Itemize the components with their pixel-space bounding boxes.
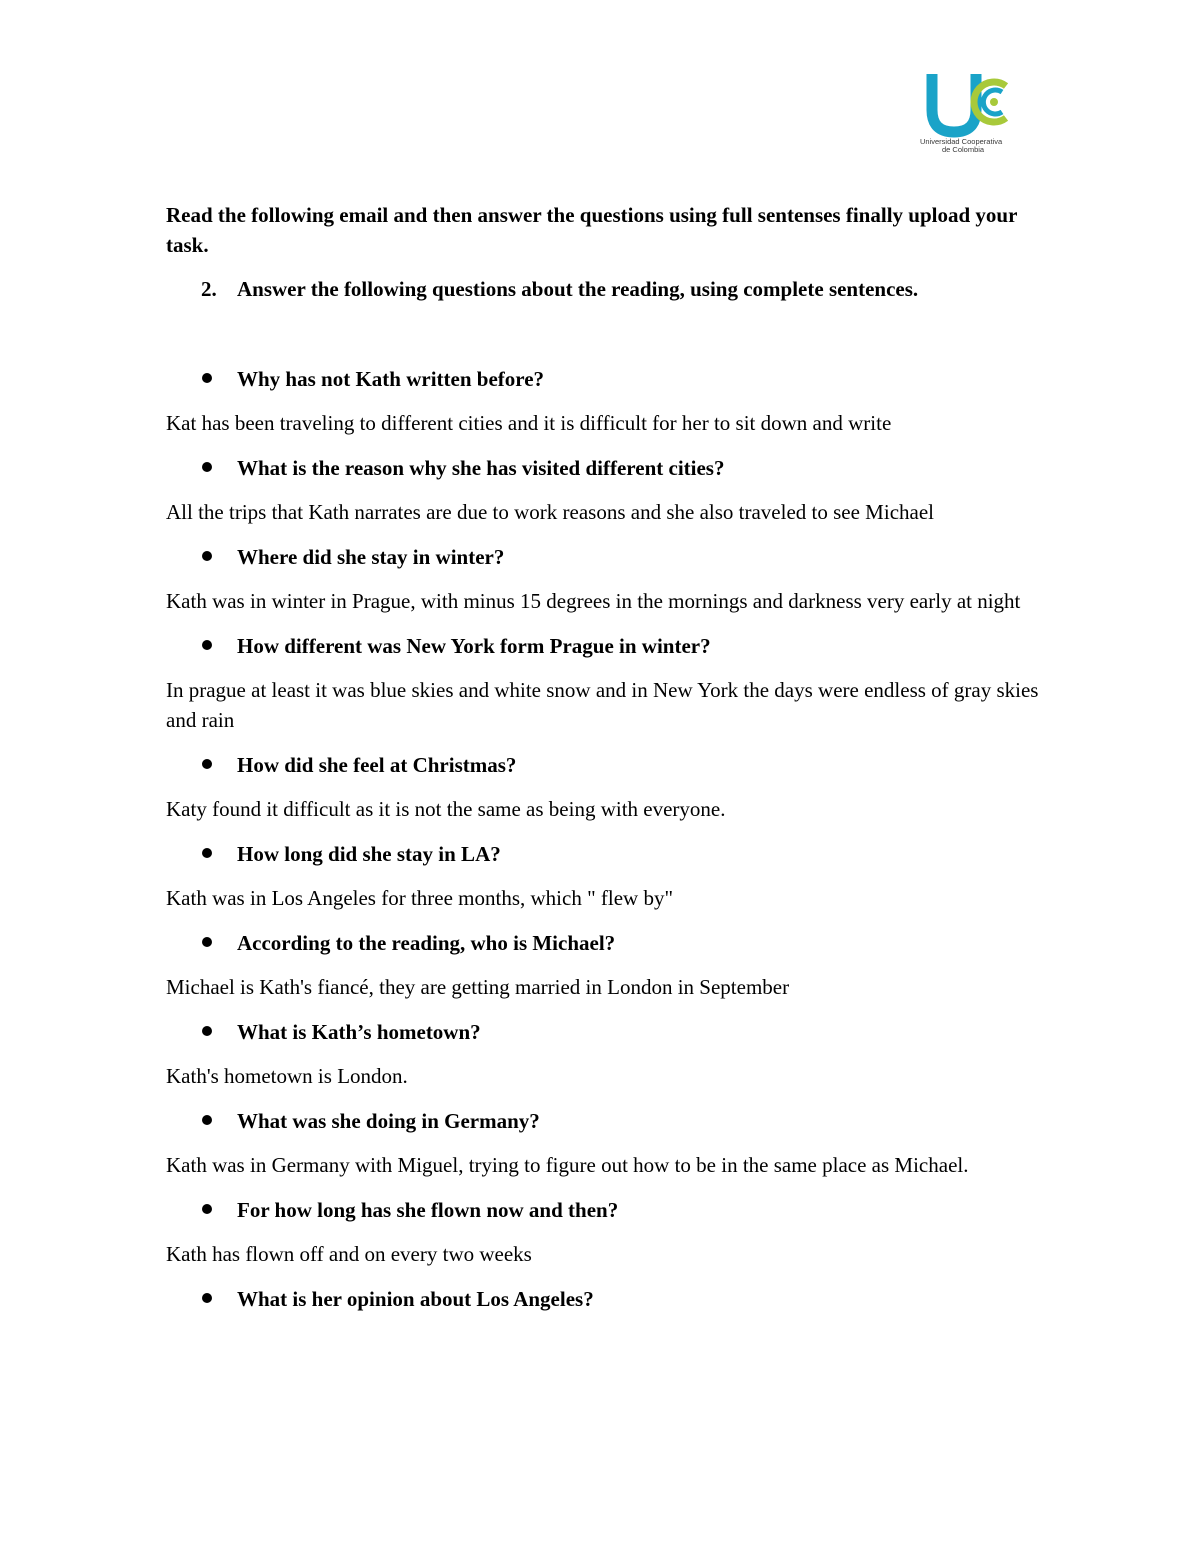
question-text: According to the reading, who is Michael?	[237, 931, 616, 955]
question-item	[166, 364, 1046, 394]
question-item	[166, 453, 1046, 483]
question-item	[166, 928, 1046, 958]
section-title: Answer the following questions about the reading, using complete sentences.	[237, 277, 919, 301]
question-item	[166, 1106, 1046, 1136]
question-text: How different was New York form Prague in winter?	[237, 634, 711, 658]
bullet-icon	[202, 373, 212, 383]
answer-text: Michael is Kath's fiancé, they are getting married in London in September	[166, 975, 790, 999]
bullet-icon	[202, 462, 212, 472]
bullet-icon	[202, 1115, 212, 1125]
question-item	[166, 1017, 1046, 1047]
section-number: 2.	[201, 277, 217, 301]
bullet-icon	[202, 1293, 212, 1303]
question-item	[166, 631, 1046, 661]
question-text: What was she doing in Germany?	[237, 1109, 540, 1133]
answer-text: Kath's hometown is London.	[166, 1064, 408, 1088]
question-item	[166, 1195, 1046, 1225]
logo-caption	[920, 138, 1020, 154]
answer-text: Kat has been traveling to different cities and it is difficult for her to sit down and write	[166, 411, 892, 435]
question-text: Why has not Kath written before?	[237, 367, 545, 391]
answer-text: Katy found it difficult as it is not the same as being with everyone.	[166, 797, 726, 821]
question-text: What is Kath’s hometown?	[237, 1020, 481, 1044]
question-item	[166, 750, 1046, 780]
intro-instructions: Read the following email and then answer the questions using full sentenses finally upload your task.	[166, 203, 1018, 257]
answer-text: All the trips that Kath narrates are due to work reasons and she also traveled to see Michael	[166, 500, 934, 524]
bullet-icon	[202, 551, 212, 561]
question-item	[166, 542, 1046, 572]
question-text: Where did she stay in winter?	[237, 545, 505, 569]
bullet-icon	[202, 937, 212, 947]
bullet-icon	[202, 848, 212, 858]
bullet-icon	[202, 1204, 212, 1214]
answer-text: In prague at least it was blue skies and white snow and in New York the days were endless of gray skies and rain	[166, 678, 1039, 732]
question-item	[166, 1284, 1046, 1314]
question-text: For how long has she flown now and then?	[237, 1198, 619, 1222]
bullet-icon	[202, 1026, 212, 1036]
question-text: How long did she stay in LA?	[237, 842, 501, 866]
question-text: What is the reason why she has visited different cities?	[237, 456, 725, 480]
question-text: How did she feel at Christmas?	[237, 753, 517, 777]
question-text: What is her opinion about Los Angeles?	[237, 1287, 594, 1311]
question-item	[166, 839, 1046, 869]
answer-text: Kath has flown off and on every two weeks	[166, 1242, 532, 1266]
answer-text: Kath was in winter in Prague, with minus 15 degrees in the mornings and darkness very early at night	[166, 589, 1021, 613]
section-heading	[166, 274, 1046, 304]
answer-text: Kath was in Los Angeles for three months, which " flew by"	[166, 886, 674, 910]
question-list	[166, 364, 1046, 1314]
document-body	[166, 200, 1046, 1314]
bullet-icon	[202, 640, 212, 650]
logo-caption-line1: Universidad Cooperativa	[920, 137, 1003, 146]
logo-caption-line2: de Colombia	[942, 145, 985, 154]
bullet-icon	[202, 759, 212, 769]
answer-text: Kath was in Germany with Miguel, trying to figure out how to be in the same place as Michael.	[166, 1153, 969, 1177]
